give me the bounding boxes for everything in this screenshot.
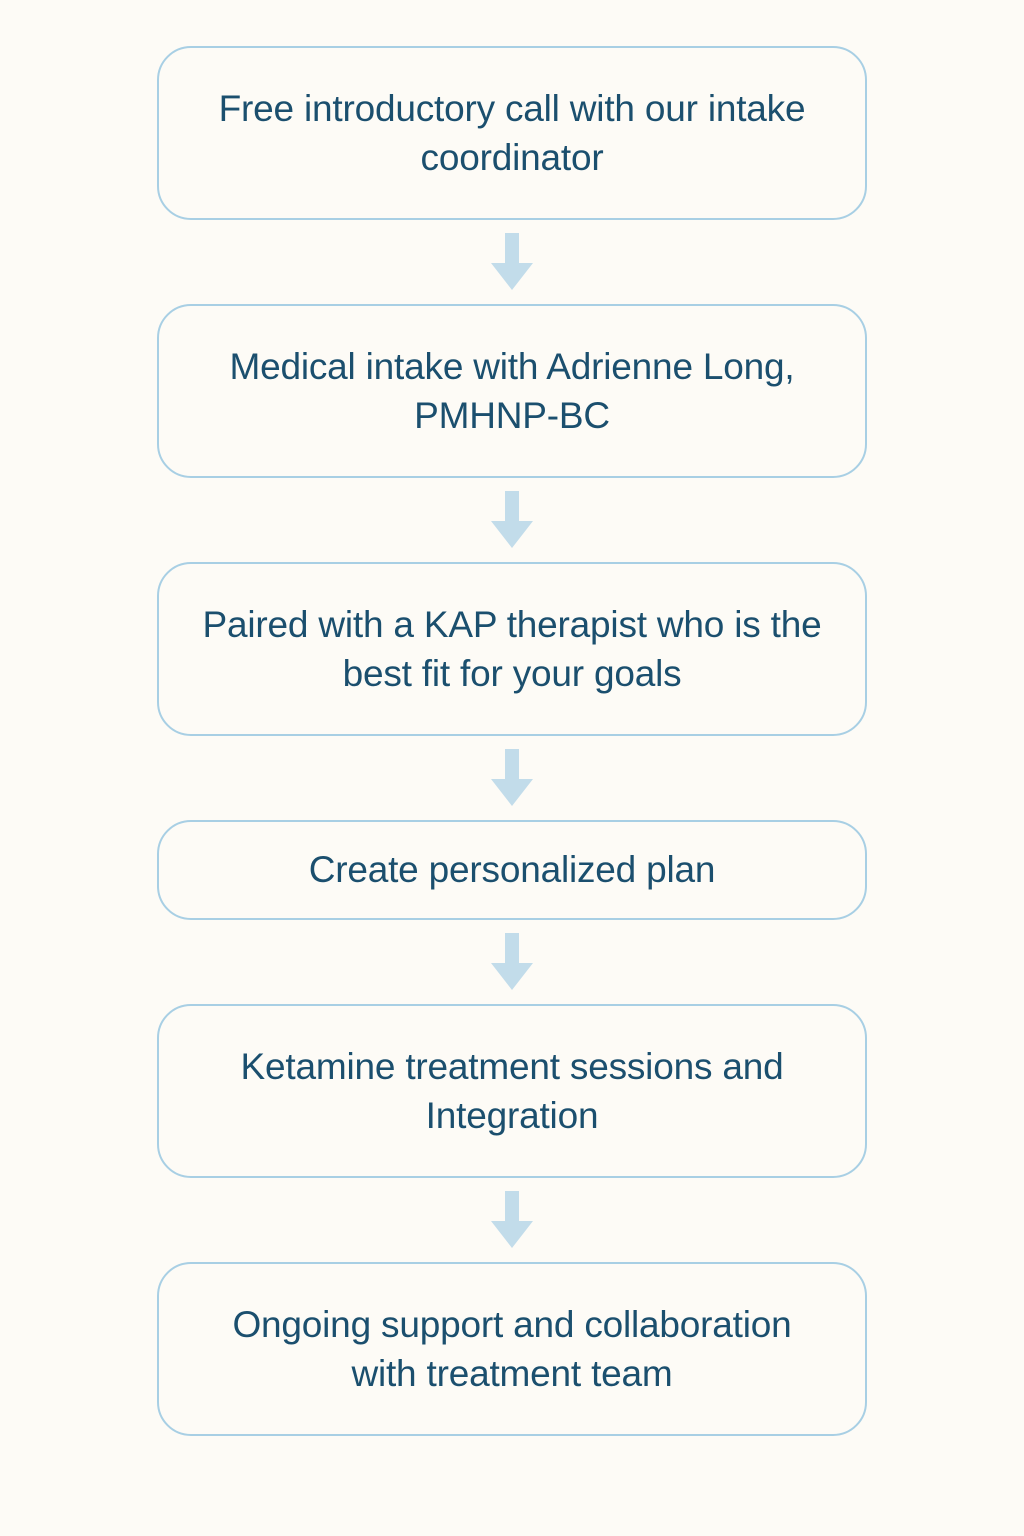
flow-step-label: Ketamine treatment sessions and Integration xyxy=(240,1045,784,1136)
flow-step-label: Medical intake with Adrienne Long, PMHNP-BC xyxy=(229,345,795,436)
flow-step-label: Paired with a KAP therapist who is the best fit for your goals xyxy=(202,603,822,694)
flow-connector-1 xyxy=(489,220,535,304)
arrow-down-icon xyxy=(489,233,535,291)
flow-step-label: Free introductory call with our intake coordinator xyxy=(218,87,806,178)
arrow-down-icon xyxy=(489,749,535,807)
flow-step-6 xyxy=(157,1262,867,1436)
flow-connector-2 xyxy=(489,478,535,562)
flow-step-2 xyxy=(157,304,867,478)
flow-connector-5 xyxy=(489,1178,535,1262)
flow-step-5 xyxy=(157,1004,867,1178)
flow-step-label: Create personalized plan xyxy=(308,849,716,891)
arrow-down-icon xyxy=(489,491,535,549)
flow-connector-4 xyxy=(489,920,535,1004)
arrow-down-icon xyxy=(489,933,535,991)
flow-step-3 xyxy=(157,562,867,736)
flow-step-label: Ongoing support and collaboration with treatment team xyxy=(232,1303,792,1394)
flow-step-1 xyxy=(157,46,867,220)
arrow-down-icon xyxy=(489,1191,535,1249)
flow-connector-3 xyxy=(489,736,535,820)
flow-step-4 xyxy=(157,820,867,920)
